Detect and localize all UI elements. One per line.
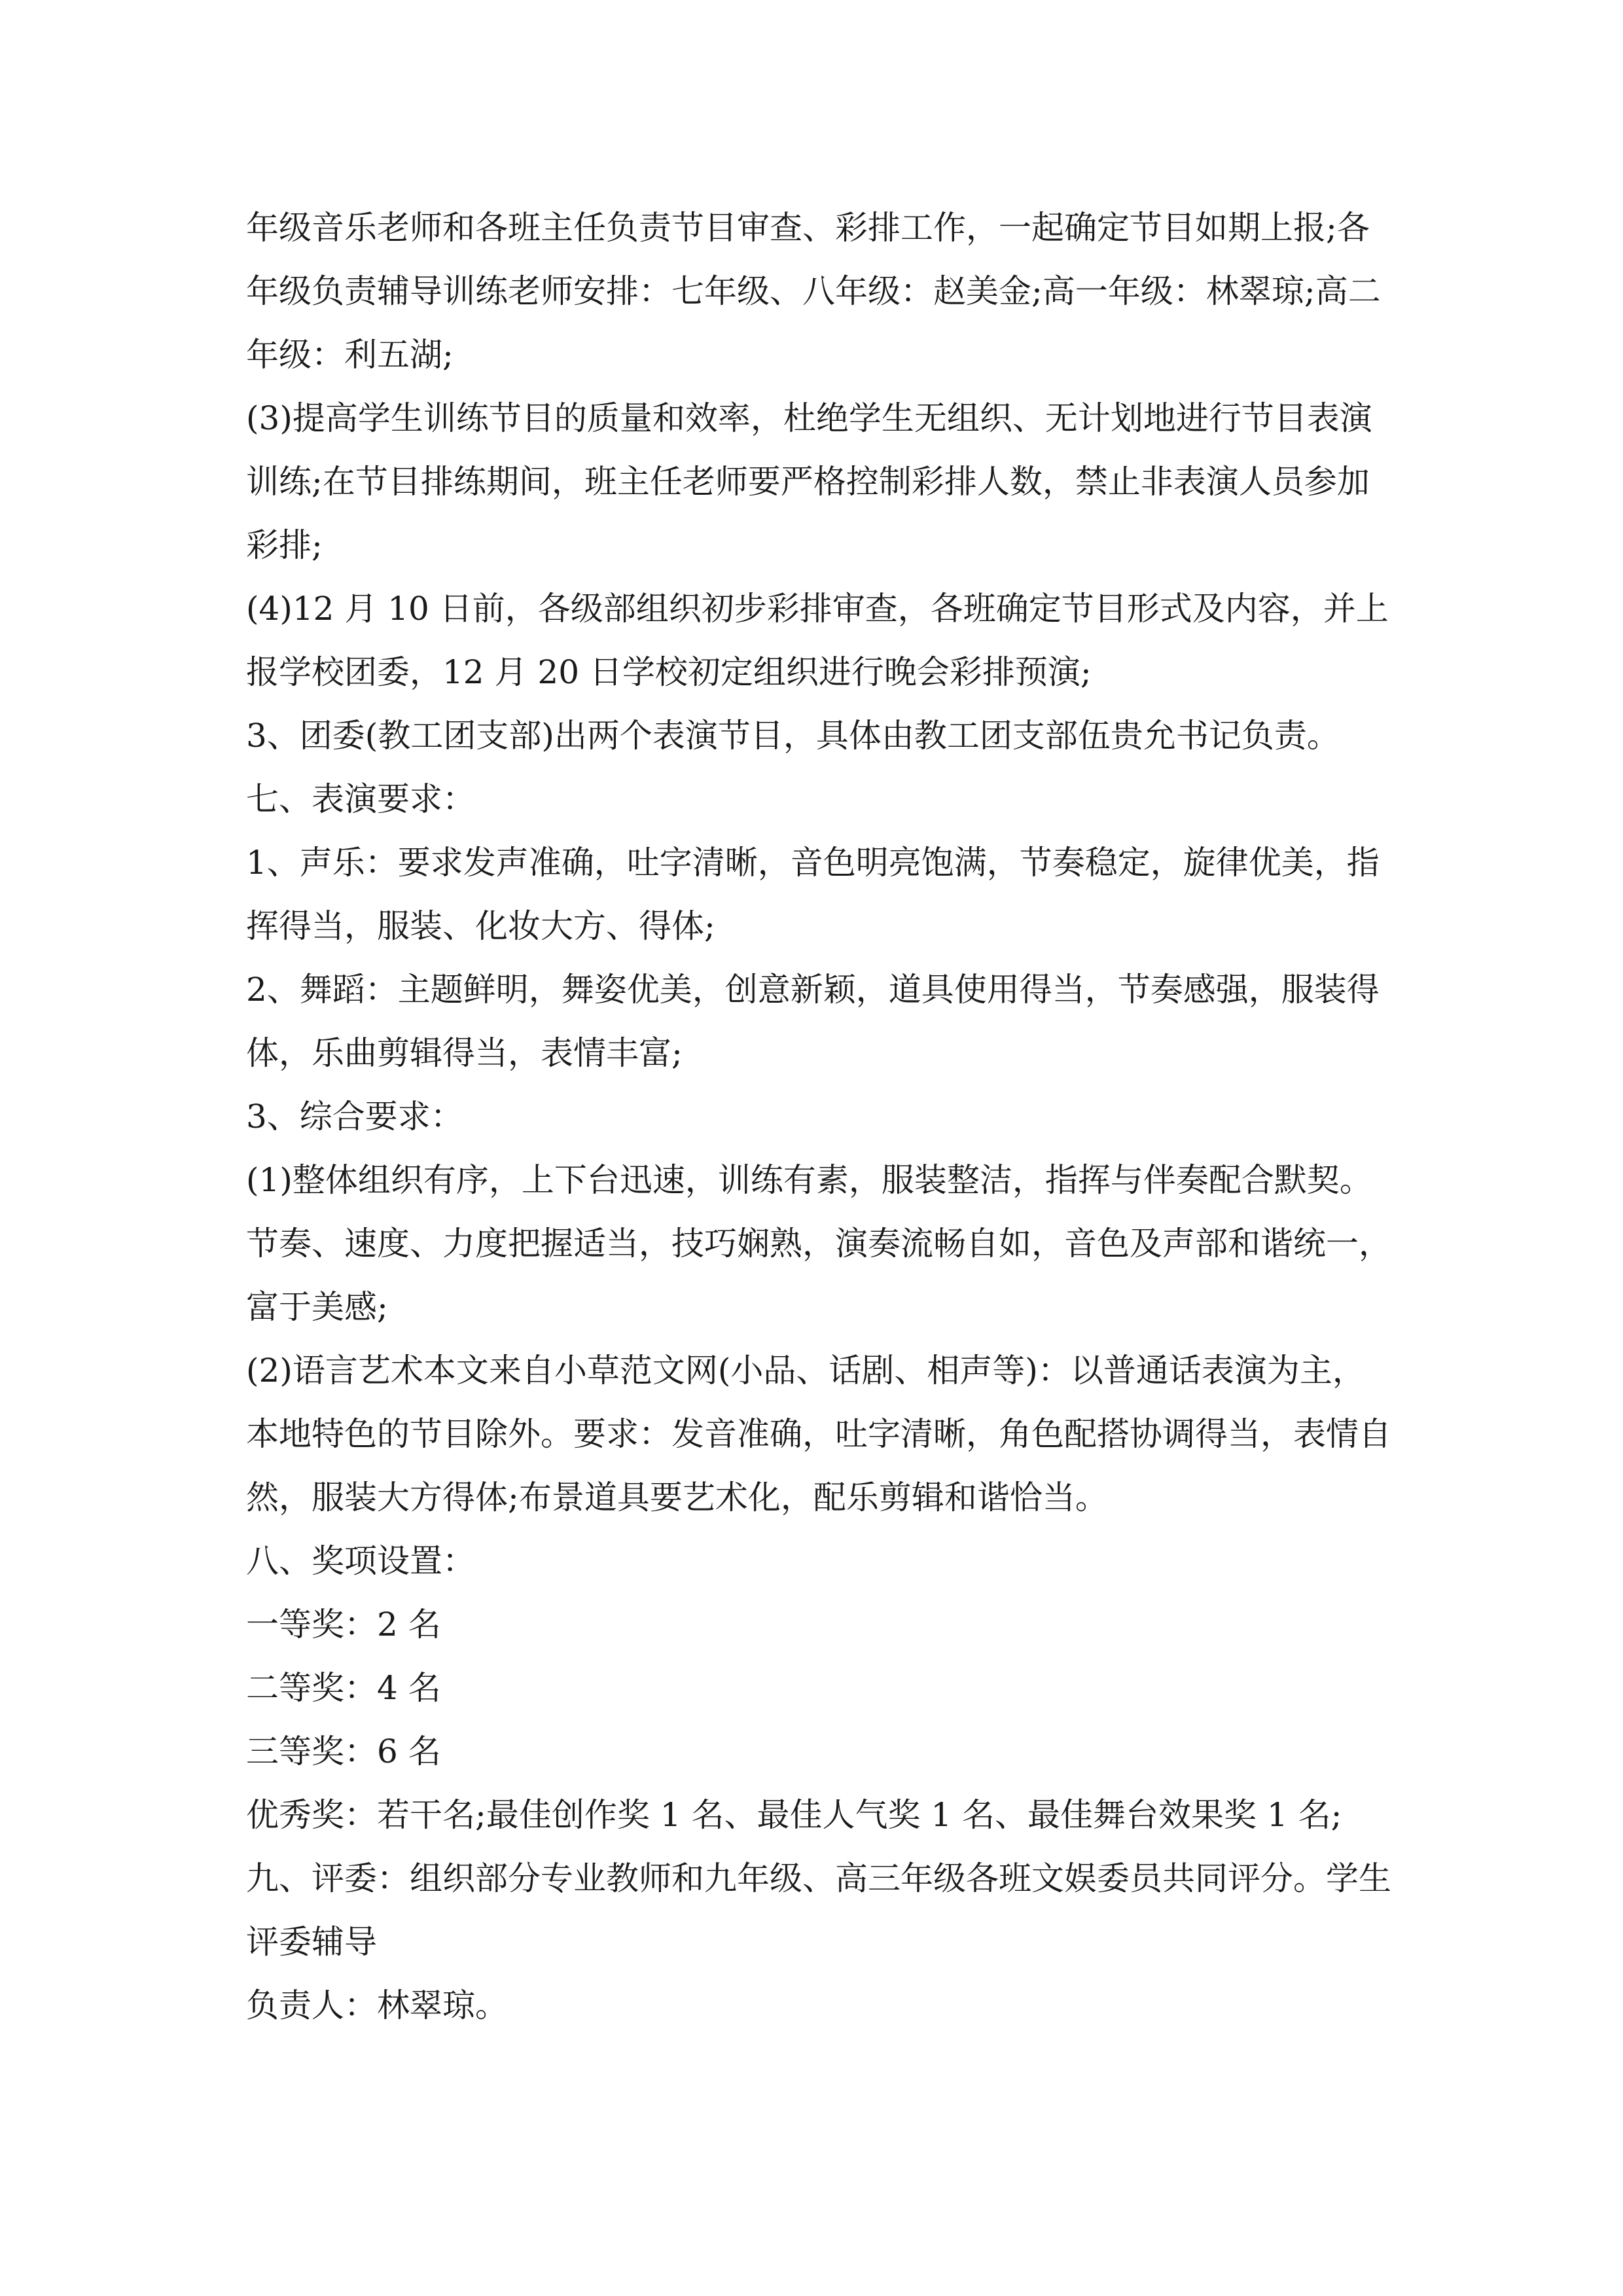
award-item: 优秀奖：若干名;最佳创作奖 1 名、最佳人气奖 1 名、最佳舞台效果奖 1 名; xyxy=(246,1796,1342,1834)
text-line: 年级：利五湖; xyxy=(246,336,454,374)
text-line: 富于美感; xyxy=(246,1288,388,1326)
text-line: 2、舞蹈：主题鲜明，舞姿优美，创意新颖，道具使用得当，节奏感强，服装得 xyxy=(246,971,1380,1009)
text-line: 训练;在节目排练期间，班主任老师要严格控制彩排人数，禁止非表演人员参加 xyxy=(246,463,1370,501)
section-heading: 七、表演要求： xyxy=(246,780,475,818)
section-heading: 九、评委：组织部分专业教师和九年级、高三年级各班文娱委员共同评分。学生 xyxy=(246,1859,1391,1897)
text-line: 报学校团委，12 月 20 日学校初定组织进行晚会彩排预演; xyxy=(246,653,1092,691)
section-heading: 八、奖项设置： xyxy=(246,1542,475,1580)
text-line: 彩排; xyxy=(246,526,323,564)
document-body xyxy=(246,196,1398,2037)
award-item: 二等奖：4 名 xyxy=(246,1669,441,1707)
text-line: 评委辅导 xyxy=(246,1923,377,1961)
award-item: 三等奖：6 名 xyxy=(246,1732,441,1770)
text-line: 节奏、速度、力度把握适当，技巧娴熟，演奏流畅自如，音色及声部和谐统一， xyxy=(246,1225,1391,1263)
text-line: 挥得当，服装、化妆大方、得体; xyxy=(246,907,715,945)
text-line: 然，服装大方得体;布景道具要艺术化，配乐剪辑和谐恰当。 xyxy=(246,1479,1108,1516)
award-item: 一等奖：2 名 xyxy=(246,1605,441,1643)
text-line: 负责人：林翠琼。 xyxy=(246,1986,508,2024)
text-line: 1、声乐：要求发声准确，吐字清晰，音色明亮饱满，节奏稳定，旋律优美，指 xyxy=(246,844,1380,882)
text-line: 3、团委(教工团支部)出两个表演节目，具体由教工团支部伍贵允书记负责。 xyxy=(246,717,1340,755)
text-line: (1)整体组织有序，上下台迅速，训练有素，服装整洁，指挥与伴奏配合默契。 xyxy=(246,1161,1372,1199)
text-line: 年级音乐老师和各班主任负责节目审查、彩排工作，一起确定节目如期上报;各 xyxy=(246,209,1370,247)
text-line: 体，乐曲剪辑得当，表情丰富; xyxy=(246,1034,683,1072)
text-line: 本地特色的节目除外。要求：发音准确，吐字清晰，角色配搭协调得当，表情自 xyxy=(246,1415,1391,1453)
text-line: 3、综合要求： xyxy=(246,1098,463,1136)
text-line: 年级负责辅导训练老师安排：七年级、八年级：赵美金;高一年级：林翠琼;高二 xyxy=(246,272,1381,310)
text-line: (4)12 月 10 日前，各级部组织初步彩排审查，各班确定节目形式及内容，并上 xyxy=(246,590,1389,628)
text-line: (3)提高学生训练节目的质量和效率，杜绝学生无组织、无计划地进行节目表演 xyxy=(246,399,1372,437)
text-line: (2)语言艺术本文来自小草范文网(小品、话剧、相声等)：以普通话表演为主， xyxy=(246,1352,1365,1390)
